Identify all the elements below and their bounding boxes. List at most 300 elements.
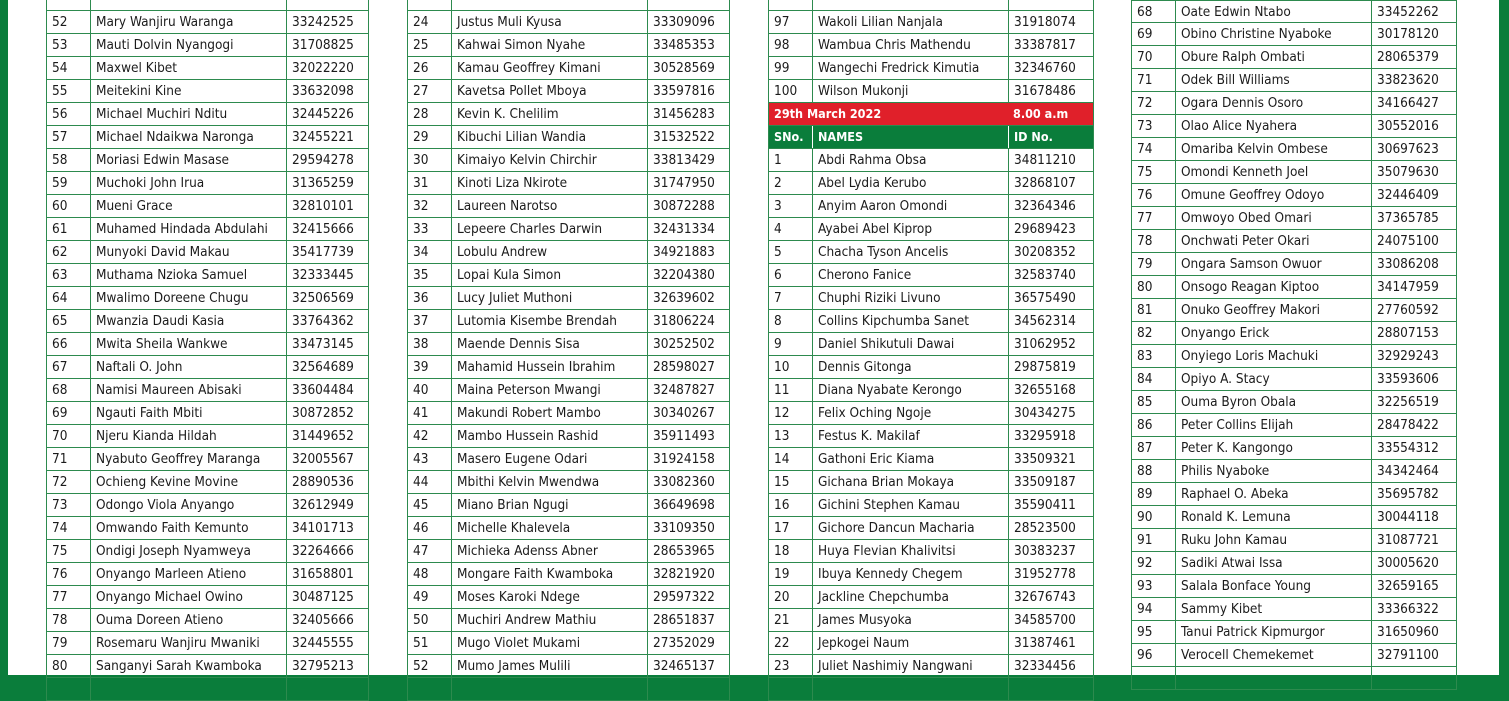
serial-number-cell: 12 [774, 405, 790, 421]
name-cell: Abel Lydia Kerubo [812, 172, 1008, 194]
id-number-cell: 32821920 [647, 563, 729, 585]
serial-number-cell: 39 [413, 359, 429, 375]
id-number-cell [647, 678, 729, 700]
table-row [1132, 161, 1456, 184]
id-number-cell: 30252502 [647, 333, 729, 355]
name-cell: Gichini Stephen Kamau [812, 494, 1008, 516]
table-row [47, 586, 368, 609]
id-number-cell: ID No. [1008, 126, 1093, 148]
table-row [408, 310, 729, 333]
name-cell: Wangechi Fredrick Kimutia [812, 57, 1008, 79]
id-number-cell: 37365785 [1371, 207, 1456, 229]
serial-number-cell: 66 [52, 336, 68, 352]
name-cell: Michieka Adenss Abner [451, 540, 647, 562]
serial-number-cell: 23 [774, 658, 790, 674]
id-number-cell: 31806224 [647, 310, 729, 332]
serial-number-cell: 54 [52, 60, 68, 76]
serial-number-cell: 81 [1137, 302, 1153, 318]
id-number-cell: 30178120 [1371, 23, 1456, 45]
id-number-cell: 33813429 [647, 149, 729, 171]
serial-number-cell: 100 [774, 83, 798, 99]
id-number-cell: 32204380 [647, 264, 729, 286]
name-cell: Juliet Nashimiy Nangwani [812, 655, 1008, 677]
id-number-cell: 28890536 [286, 471, 368, 493]
id-number-cell: 35590411 [1008, 494, 1093, 516]
table-row [408, 57, 729, 80]
serial-number-cell: 79 [1137, 256, 1153, 272]
serial-number-cell: 42 [413, 428, 429, 444]
table-row [47, 609, 368, 632]
name-cell: Abdi Rahma Obsa [812, 149, 1008, 171]
id-number-cell: 32346760 [1008, 57, 1093, 79]
serial-number-cell: 26 [413, 60, 429, 76]
name-cell: Ouma Byron Obala [1175, 391, 1371, 413]
serial-number-cell: 34 [413, 244, 429, 260]
id-number-cell: 30044118 [1371, 506, 1456, 528]
table-row [408, 540, 729, 563]
name-cell: Peter Collins Elijah [1175, 414, 1371, 436]
name-cell: Nyabuto Geoffrey Maranga [90, 448, 286, 470]
serial-number-cell: 76 [1137, 187, 1153, 203]
table-row [1132, 483, 1456, 506]
table-row [408, 172, 729, 195]
name-cell: Salala Bonface Young [1175, 575, 1371, 597]
name-cell: Mwita Sheila Wankwe [90, 333, 286, 355]
serial-number-cell: SNo. [774, 129, 804, 144]
id-number-cell: 33242525 [286, 11, 368, 33]
table-row [1132, 115, 1456, 138]
name-cell: Mahamid Hussein Ibrahim [451, 356, 647, 378]
name-cell: Maxwel Kibet [90, 57, 286, 79]
serial-number-cell: 85 [1137, 394, 1153, 410]
serial-number-cell: 82 [1137, 325, 1153, 341]
table-row [1132, 598, 1456, 621]
name-cell: Rosemaru Wanjiru Mwaniki [90, 632, 286, 654]
name-cell: Omondi Kenneth Joel [1175, 161, 1371, 183]
serial-number-cell: 89 [1137, 486, 1153, 502]
table-row [408, 126, 729, 149]
id-number-cell: 31650960 [1371, 621, 1456, 643]
id-number-cell: 27352029 [647, 632, 729, 654]
table-row [408, 517, 729, 540]
table-row [1132, 138, 1456, 161]
name-cell: Kavetsa Pollet Mboya [451, 80, 647, 102]
id-number-cell: 32487827 [647, 379, 729, 401]
serial-number-cell: 75 [52, 543, 68, 559]
table-row [1132, 368, 1456, 391]
table-row [408, 632, 729, 655]
table-row [1132, 460, 1456, 483]
id-number-cell: 31658801 [286, 563, 368, 585]
id-number-cell: 28065379 [1371, 46, 1456, 68]
table-row [769, 586, 1093, 609]
serial-number-cell [769, 678, 812, 700]
id-number-cell: 34342464 [1371, 460, 1456, 482]
table-row [1132, 0, 1456, 23]
serial-number-cell: 43 [413, 451, 429, 467]
name-cell: Opiyo A. Stacy [1175, 368, 1371, 390]
id-number-cell: 31952778 [1008, 563, 1093, 585]
serial-number-cell: 70 [1137, 49, 1153, 65]
table-row [769, 0, 1093, 11]
table-row [769, 632, 1093, 655]
id-number-cell: 33109350 [647, 517, 729, 539]
table-row [769, 402, 1093, 425]
serial-number-cell: 22 [774, 635, 790, 651]
name-cell: Kimaiyo Kelvin Chirchir [451, 149, 647, 171]
name-cell: Felix Oching Ngoje [812, 402, 1008, 424]
serial-number-cell: 88 [1137, 463, 1153, 479]
serial-number-cell: 73 [52, 497, 68, 513]
id-number-cell: 34562314 [1008, 310, 1093, 332]
serial-number-cell: 20 [774, 589, 790, 605]
serial-number-cell: 58 [52, 152, 68, 168]
table-header-row [769, 126, 1093, 149]
serial-number-cell: 78 [1137, 233, 1153, 249]
name-cell: Kevin K. Chelilim [451, 103, 647, 125]
table-row [47, 103, 368, 126]
table-row [408, 218, 729, 241]
table-row [769, 57, 1093, 80]
name-cell: Cherono Fanice [812, 264, 1008, 286]
table-row [47, 448, 368, 471]
name-cell: Sammy Kibet [1175, 598, 1371, 620]
serial-number-cell: 78 [52, 612, 68, 628]
serial-number-cell: 27 [413, 83, 429, 99]
name-cell: Muhamed Hindada Abdulahi [90, 218, 286, 240]
serial-number-cell: 79 [52, 635, 68, 651]
serial-number-cell: 71 [1137, 72, 1153, 88]
id-number-cell: 28478422 [1371, 414, 1456, 436]
serial-number-cell: 46 [413, 520, 429, 536]
table-row [408, 402, 729, 425]
name-cell: Justus Muli Kyusa [451, 11, 647, 33]
id-number-cell: 28598027 [647, 356, 729, 378]
table-column-3 [768, 0, 1094, 701]
serial-number-cell: 97 [774, 14, 790, 30]
table-row [1132, 276, 1456, 299]
serial-number-cell: 80 [1137, 279, 1153, 295]
table-row [47, 57, 368, 80]
serial-number-cell [47, 678, 90, 700]
serial-number-cell: 83 [1137, 348, 1153, 364]
name-cell: Peter K. Kangongo [1175, 437, 1371, 459]
serial-number-cell: 77 [52, 589, 68, 605]
id-number-cell: 36575490 [1008, 287, 1093, 309]
id-number-cell: 36649698 [647, 494, 729, 516]
id-number-cell: 32564689 [286, 356, 368, 378]
serial-number-cell: 44 [413, 474, 429, 490]
serial-number-cell: 30 [413, 152, 429, 168]
id-number-cell: 30872288 [647, 195, 729, 217]
serial-number-cell: 9 [774, 336, 782, 352]
serial-number-cell: 61 [52, 221, 68, 237]
serial-number-cell: 32 [413, 198, 429, 214]
name-cell: Sadiki Atwai Issa [1175, 552, 1371, 574]
table-row [47, 563, 368, 586]
table-row [769, 471, 1093, 494]
table-row [47, 632, 368, 655]
serial-number-cell: 17 [774, 520, 790, 536]
table-row [408, 11, 729, 34]
table-row [769, 149, 1093, 172]
table-row [47, 310, 368, 333]
name-cell: Miano Brian Ngugi [451, 494, 647, 516]
table-row [47, 379, 368, 402]
serial-number-cell: 16 [774, 497, 790, 513]
id-number-cell: 31924158 [647, 448, 729, 470]
name-cell: Michael Muchiri Nditu [90, 103, 286, 125]
id-number-cell: 33632098 [286, 80, 368, 102]
id-number-cell: 28651837 [647, 609, 729, 631]
id-number-cell: 29689423 [1008, 218, 1093, 240]
table-row [47, 678, 368, 701]
table-row [769, 425, 1093, 448]
serial-number-cell: 84 [1137, 371, 1153, 387]
table-column-4 [1131, 0, 1457, 690]
table-row [408, 609, 729, 632]
name-cell: Naftali O. John [90, 356, 286, 378]
name-cell: Kibuchi Lilian Wandia [451, 126, 647, 148]
id-number-cell: 31708825 [286, 34, 368, 56]
serial-number-cell: 31 [413, 175, 429, 191]
name-cell: Philis Nyaboke [1175, 460, 1371, 482]
serial-number-cell [47, 0, 90, 10]
serial-number-cell: 52 [52, 14, 68, 30]
serial-number-cell: 76 [52, 566, 68, 582]
name-cell [1175, 667, 1371, 689]
table-row [1132, 23, 1456, 46]
name-cell: Gichore Dancun Macharia [812, 517, 1008, 539]
table-row [769, 195, 1093, 218]
serial-number-cell: 33 [413, 221, 429, 237]
id-number-cell: 32465137 [647, 655, 729, 677]
name-cell: Raphael O. Abeka [1175, 483, 1371, 505]
serial-number-cell: 56 [52, 106, 68, 122]
id-number-cell: 29875819 [1008, 356, 1093, 378]
name-cell [812, 678, 1008, 700]
name-cell: Ronald K. Lemuna [1175, 506, 1371, 528]
serial-number-cell: 68 [52, 382, 68, 398]
id-number-cell: 32455221 [286, 126, 368, 148]
table-row [47, 356, 368, 379]
name-cell: NAMES [812, 126, 1008, 148]
table-row [769, 379, 1093, 402]
table-row [1132, 552, 1456, 575]
name-cell: Gathoni Eric Kiama [812, 448, 1008, 470]
serial-number-cell: 69 [52, 405, 68, 421]
id-number-cell: 33387817 [1008, 34, 1093, 56]
table-row [1132, 575, 1456, 598]
id-number-cell: 32929243 [1371, 345, 1456, 367]
table-row [47, 126, 368, 149]
serial-number-cell: 2 [774, 175, 782, 191]
table-row [769, 356, 1093, 379]
id-number-cell [1371, 667, 1456, 689]
table-row [408, 425, 729, 448]
serial-number-cell: 98 [774, 37, 790, 53]
serial-number-cell: 64 [52, 290, 68, 306]
id-number-cell: 33452262 [1371, 1, 1456, 22]
name-cell: Meitekini Kine [90, 80, 286, 102]
serial-number-cell: 91 [1137, 532, 1153, 548]
name-cell: Kamau Geoffrey Kimani [451, 57, 647, 79]
table-row [408, 333, 729, 356]
serial-number-cell: 87 [1137, 440, 1153, 456]
id-number-cell: 33509321 [1008, 448, 1093, 470]
table-row [769, 540, 1093, 563]
id-number-cell: 30487125 [286, 586, 368, 608]
table-row [408, 0, 729, 11]
table-row [47, 540, 368, 563]
table-row [769, 80, 1093, 103]
id-number-cell: 32639602 [647, 287, 729, 309]
serial-number-cell: 73 [1137, 118, 1153, 134]
serial-number-cell: 45 [413, 497, 429, 513]
table-row [408, 149, 729, 172]
name-cell: Odongo Viola Anyango [90, 494, 286, 516]
id-number-cell: 31678486 [1008, 80, 1093, 102]
name-cell: Michael Ndaikwa Naronga [90, 126, 286, 148]
name-cell: Wakoli Lilian Nanjala [812, 11, 1008, 33]
id-number-cell: 32791100 [1371, 644, 1456, 666]
name-cell: Ogara Dennis Osoro [1175, 92, 1371, 114]
name-cell: Muchiri Andrew Mathiu [451, 609, 647, 631]
name-cell: Moses Karoki Ndege [451, 586, 647, 608]
table-row [1132, 667, 1456, 690]
name-cell: Lopai Kula Simon [451, 264, 647, 286]
name-cell: Ondigi Joseph Nyamweya [90, 540, 286, 562]
serial-number-cell: 92 [1137, 555, 1153, 571]
id-number-cell: 31918074 [1008, 11, 1093, 33]
id-number-cell: 31532522 [647, 126, 729, 148]
table-row [47, 80, 368, 103]
name-cell: Ruku John Kamau [1175, 529, 1371, 551]
table-row [408, 563, 729, 586]
id-number-cell: 31062952 [1008, 333, 1093, 355]
table-row [769, 287, 1093, 310]
name-cell: Ngauti Faith Mbiti [90, 402, 286, 424]
name-cell: Collins Kipchumba Sanet [812, 310, 1008, 332]
name-cell: Tanui Patrick Kipmurgor [1175, 621, 1371, 643]
name-cell: Namisi Maureen Abisaki [90, 379, 286, 401]
name-cell: Muchoki John Irua [90, 172, 286, 194]
table-row [769, 563, 1093, 586]
table-column-1 [46, 0, 369, 701]
table-row [408, 586, 729, 609]
name-cell: Lobulu Andrew [451, 241, 647, 263]
name-cell: Ongara Samson Owuor [1175, 253, 1371, 275]
serial-number-cell: 11 [774, 382, 790, 398]
serial-number-cell: 37 [413, 313, 429, 329]
table-row [769, 310, 1093, 333]
table-row [47, 264, 368, 287]
serial-number-cell: 40 [413, 382, 429, 398]
id-number-cell: 30383237 [1008, 540, 1093, 562]
name-cell: Muthama Nzioka Samuel [90, 264, 286, 286]
serial-number-cell: 29 [413, 129, 429, 145]
table-row [769, 34, 1093, 57]
table-row [408, 494, 729, 517]
name-cell: Mwalimo Doreene Chugu [90, 287, 286, 309]
document-page [8, 0, 1499, 675]
table-row [47, 517, 368, 540]
serial-number-cell: 25 [413, 37, 429, 53]
id-number-cell: 33823620 [1371, 69, 1456, 91]
id-number-cell: 32868107 [1008, 172, 1093, 194]
table-row [769, 172, 1093, 195]
name-cell: Jepkogei Naum [812, 632, 1008, 654]
id-number-cell: 28523500 [1008, 517, 1093, 539]
serial-number-cell: 72 [1137, 95, 1153, 111]
serial-number-cell [1132, 667, 1175, 689]
serial-number-cell: 74 [52, 520, 68, 536]
table-row [1132, 621, 1456, 644]
id-number-cell: 33593606 [1371, 368, 1456, 390]
name-cell: Obino Christine Nyaboke [1175, 23, 1371, 45]
id-number-cell: 32583740 [1008, 264, 1093, 286]
serial-number-cell: 57 [52, 129, 68, 145]
serial-number-cell: 75 [1137, 164, 1153, 180]
serial-number-cell: 93 [1137, 578, 1153, 594]
id-number-cell: 30005620 [1371, 552, 1456, 574]
serial-number-cell: 8 [774, 313, 782, 329]
id-number-cell: 34101713 [286, 517, 368, 539]
name-cell: Olao Alice Nyahera [1175, 115, 1371, 137]
serial-number-cell: 10 [774, 359, 790, 375]
table-row [408, 195, 729, 218]
table-row [769, 241, 1093, 264]
table-row [1132, 253, 1456, 276]
table-row [47, 471, 368, 494]
serial-number-cell: 86 [1137, 417, 1153, 433]
name-cell: Maende Dennis Sisa [451, 333, 647, 355]
name-cell: Sanganyi Sarah Kwamboka [90, 655, 286, 677]
table-row [47, 494, 368, 517]
id-number-cell: 32446409 [1371, 184, 1456, 206]
serial-number-cell: 60 [52, 198, 68, 214]
id-number-cell: 35695782 [1371, 483, 1456, 505]
serial-number-cell: 65 [52, 313, 68, 329]
serial-number-cell: 49 [413, 589, 429, 605]
serial-number-cell [408, 678, 451, 700]
name-cell: Ouma Doreen Atieno [90, 609, 286, 631]
id-number-cell: 24075100 [1371, 230, 1456, 252]
table-row [47, 34, 368, 57]
table-row [769, 264, 1093, 287]
table-column-2 [407, 0, 730, 701]
id-number-cell: 33604484 [286, 379, 368, 401]
id-number-cell [286, 678, 368, 700]
table-row [47, 402, 368, 425]
serial-number-cell: 51 [413, 635, 429, 651]
table-row [1132, 529, 1456, 552]
id-number-cell: 34166427 [1371, 92, 1456, 114]
table-row [769, 494, 1093, 517]
id-number-cell: 27760592 [1371, 299, 1456, 321]
table-row [408, 80, 729, 103]
name-cell: Wilson Mukonji [812, 80, 1008, 102]
name-cell: Daniel Shikutuli Dawai [812, 333, 1008, 355]
id-number-cell: 31449652 [286, 425, 368, 447]
id-number-cell: 32612949 [286, 494, 368, 516]
name-cell [451, 0, 647, 10]
id-number-cell: 32445555 [286, 632, 368, 654]
name-cell: Omune Geoffrey Odoyo [1175, 184, 1371, 206]
serial-number-cell: 74 [1137, 141, 1153, 157]
table-row [408, 379, 729, 402]
id-number-cell: 32795213 [286, 655, 368, 677]
